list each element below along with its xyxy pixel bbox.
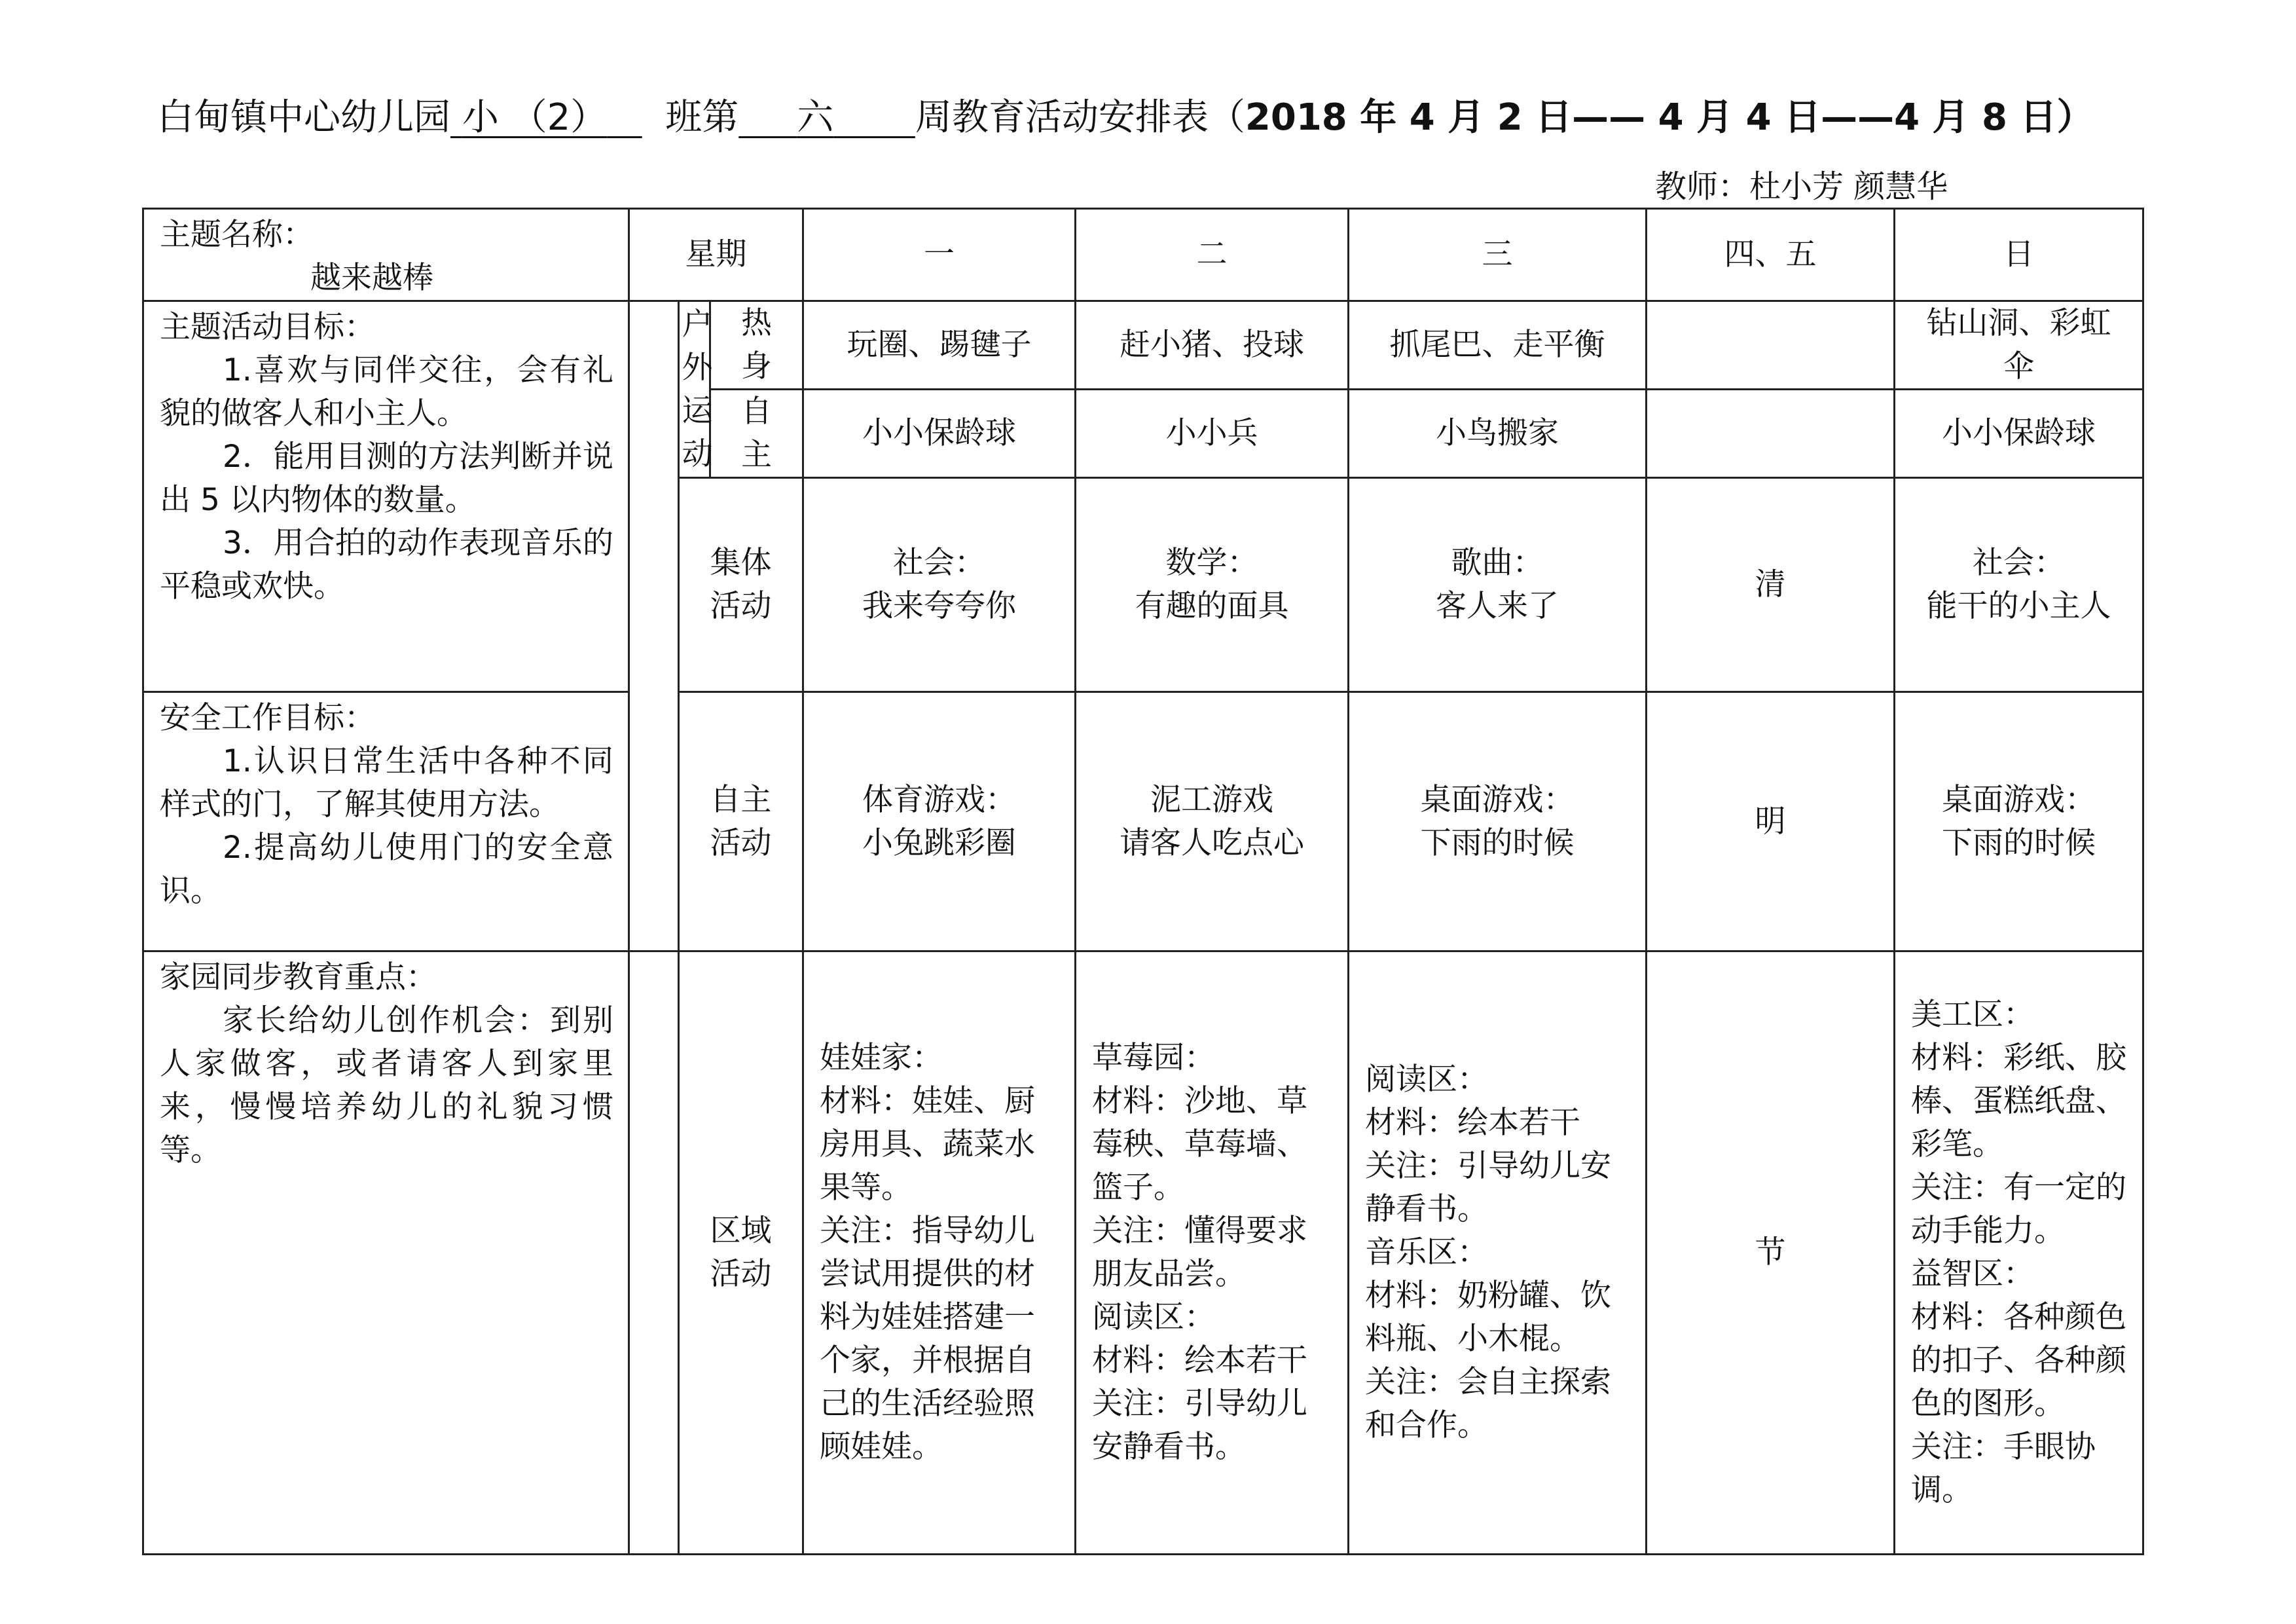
self-activity: 泥工游戏 请客人吃点心	[1076, 692, 1349, 951]
zone-label: 区域活动	[710, 1213, 772, 1292]
home-text: 家长给幼儿创作机会：到别人家做客，或者请客人到家里来，慢慢培养幼儿的礼貌习惯等。	[160, 1003, 613, 1168]
warmup-activity	[1647, 301, 1895, 390]
group-activity: 社会： 我来夸夸你	[803, 478, 1076, 692]
title-rest: 周教育活动安排表（	[915, 96, 1245, 139]
self-activity: 桌面游戏： 下雨的时候	[1895, 692, 2143, 951]
day-header: 四、五	[1647, 209, 1895, 301]
self-activity: 桌面游戏： 下雨的时候	[1349, 692, 1647, 951]
page-title	[157, 92, 2094, 144]
home-label: 家园同步教育重点：	[160, 959, 437, 995]
group-activity: 数学： 有趣的面具	[1076, 478, 1349, 692]
teacher-names: 教师：杜小芳 颜慧华	[1655, 168, 1948, 205]
group-label: 集体活动	[710, 545, 772, 624]
safety-label: 安全工作目标：	[160, 700, 375, 736]
class-suffix: 班第	[665, 96, 739, 139]
group-label-cell	[679, 478, 803, 692]
free-activity: 小小保龄球	[803, 390, 1076, 478]
self-activity: 明	[1647, 692, 1895, 951]
free-activity: 小小保龄球	[1895, 390, 2143, 478]
goal-item: 1.喜欢与同伴交往，会有礼貌的做客人和小主人。	[160, 352, 613, 432]
day-header: 日	[1895, 209, 2143, 301]
class-value: 小 （2）	[462, 96, 608, 139]
goals-label: 主题活动目标：	[160, 309, 375, 345]
zone-activity: 美工区： 材料：彩纸、胶棒、蛋糕纸盘、彩笔。 关注：有一定的动手能力。 益智区： 材料：各种颜色的扣子、各种颜色的图形。 关注：手眼协调。	[1895, 951, 2143, 1555]
group-activity: 社会： 能干的小主人	[1895, 478, 2143, 692]
free-label-cell	[710, 390, 803, 478]
warmup-activity: 钻山洞、彩虹伞	[1895, 301, 2143, 390]
outdoor-label: 户外运动	[682, 306, 713, 472]
weekday-label: 星期	[629, 209, 803, 301]
self-label-cell	[679, 692, 803, 951]
schedule-table	[142, 208, 2142, 1548]
group-activity: 歌曲： 客人来了	[1349, 478, 1647, 692]
zone-activity: 娃娃家： 材料：娃娃、厨房用具、蔬菜水果等。 关注：指导幼儿尝试用提供的材料为娃娃搭建一个家，并根据自己的生活经验照顾娃娃。	[803, 951, 1076, 1555]
group-activity: 清	[1647, 478, 1895, 692]
warmup-label: 热身	[741, 305, 772, 384]
date-range: 2018 年 4 月 2 日—— 4 月 4 日——4 月 8 日）	[1245, 96, 2094, 139]
home-cell	[143, 951, 629, 1555]
free-activity	[1647, 390, 1895, 478]
theme-label: 主题名称：	[160, 217, 314, 253]
warmup-activity: 抓尾巴、走平衡	[1349, 301, 1647, 390]
free-activity: 小鸟搬家	[1349, 390, 1647, 478]
week-value: 六	[797, 96, 834, 139]
zone-activity: 阅读区： 材料：绘本若干 关注：引导幼儿安静看书。 音乐区： 材料：奶粉罐、饮料瓶、小木棍。 关注：会自主探索和合作。	[1349, 951, 1647, 1555]
safety-item: 1.认识日常生活中各种不同样式的门，了解其使用方法。	[160, 743, 613, 822]
warmup-activity: 赶小猪、投球	[1076, 301, 1349, 390]
school-name: 白甸镇中心幼儿园	[157, 96, 450, 139]
blank-column	[629, 301, 679, 951]
free-activity: 小小兵	[1076, 390, 1349, 478]
outdoor-label-cell	[679, 301, 713, 478]
free-label: 自主	[741, 394, 772, 473]
zone-label-cell	[679, 951, 803, 1555]
theme-name: 越来越棒	[310, 260, 433, 296]
goal-item: 2．能用目测的方法判断并说出 5 以内物体的数量。	[160, 439, 613, 518]
self-label: 自主活动	[710, 781, 772, 861]
self-activity: 体育游戏： 小兔跳彩圈	[803, 692, 1076, 951]
day-header: 三	[1349, 209, 1647, 301]
warmup-label-cell	[710, 301, 803, 390]
zone-activity: 草莓园： 材料：沙地、草莓秧、草莓墙、篮子。 关注：懂得要求朋友品尝。 阅读区： 材料：绘本若干 关注：引导幼儿安静看书。	[1076, 951, 1349, 1555]
zone-activity: 节	[1647, 951, 1895, 1555]
theme-cell	[143, 209, 629, 301]
goal-item: 3．用合拍的动作表现音乐的平稳或欢快。	[160, 525, 613, 604]
goals-cell	[143, 301, 629, 692]
day-header: 二	[1076, 209, 1349, 301]
safety-cell	[143, 692, 629, 951]
blank-column	[629, 951, 679, 1555]
day-header: 一	[803, 209, 1076, 301]
safety-item: 2.提高幼儿使用门的安全意识。	[160, 830, 613, 909]
warmup-activity: 玩圈、踢毽子	[803, 301, 1076, 390]
